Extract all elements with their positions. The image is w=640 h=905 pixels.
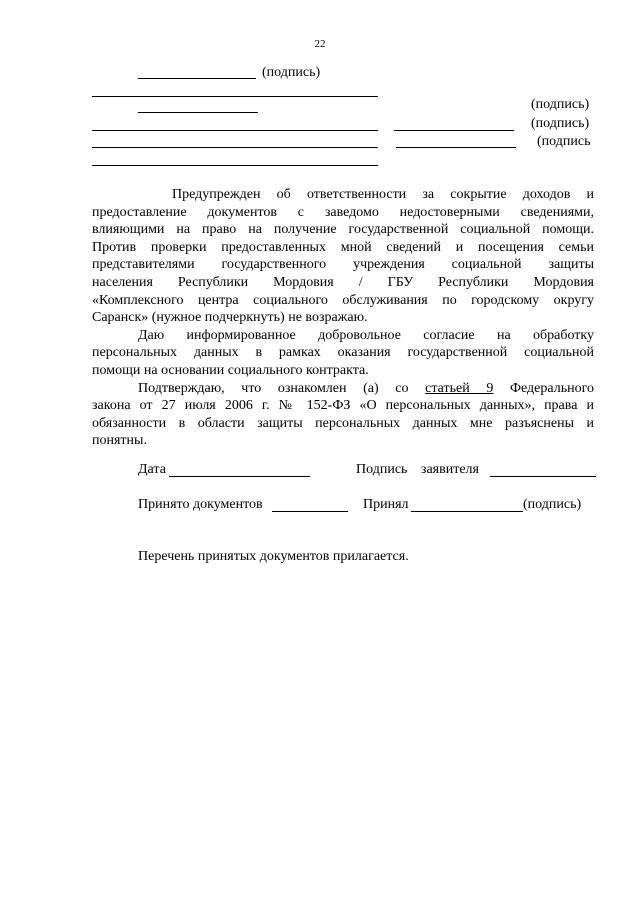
warning-paragraph-line: населения Республики Мордовия / ГБУ Республики Мордовия [92,274,594,290]
warning-paragraph-line: влияющими на право на получение государственной социальной помощи. [92,222,594,238]
signature-line-short [138,112,258,113]
confirmation-paragraph-line [92,380,594,398]
confirmation-text-a: Подтверждаю, что ознакомлен (а) со [138,380,426,396]
warning-paragraph-line: предоставление документов с заведомо недостоверными сведениями, [92,204,594,220]
accepted-by-line[interactable] [411,511,523,512]
consent-text [92,186,594,450]
applicant-signature-line[interactable] [490,476,596,477]
date-label: Дата [138,462,166,477]
consent-paragraph-line: персональных данных в рамках оказания государственной социальной [92,345,594,361]
article-9-link[interactable]: статьей 9 [425,380,494,396]
warning-paragraph-line: Предупрежден об ответственности за сокрытие доходов и [172,187,594,202]
full-width-line-3 [92,147,378,148]
applicant-signature-label: Подпись заявителя [356,462,479,477]
confirmation-paragraph-line: закона от 27 июля 2006 г. № 152-ФЗ «О персональных данных», права и [92,398,594,414]
signature-label-right-2: (подпись) [531,116,590,131]
confirmation-paragraph-line: понятны. [92,433,147,449]
full-width-line-1 [92,96,378,97]
accepted-by-label: Принял [363,497,409,512]
signature-label-top: (подпись) [262,65,321,80]
confirmation-paragraph-line: обязанности в области защиты персональных данных мне разъяснены и [92,415,594,431]
accepted-docs-label: Принято документов [138,497,263,512]
signature-label-right-1: (подпись) [531,97,590,112]
accepted-docs-line[interactable] [272,511,348,512]
full-width-line-2 [92,130,378,131]
confirmation-text-b: Федерального [493,380,594,396]
full-width-line-4 [92,165,378,166]
signature-line-right-3 [396,147,516,148]
page-number: 22 [314,38,326,50]
signature-line-right-2 [394,130,514,131]
warning-paragraph-line: Саранск» (нужное подчеркнуть) не возражаю. [92,310,368,326]
accepted-by-signature-suffix: (подпись) [523,497,582,512]
warning-paragraph-line: «Комплексного центра социального обслуживания по городскому округу [92,292,594,308]
signature-line-top [138,78,256,79]
warning-paragraph-line: представителями государственного учреждения социальной защиты [92,257,594,273]
consent-paragraph-line: Даю информированное добровольное согласие на обработку [138,327,594,343]
signature-label-right-3: (подпись [537,134,591,149]
consent-paragraph-line: помощи на основании социального контракта. [92,362,369,378]
date-field-line[interactable] [169,476,310,477]
attachment-note: Перечень принятых документов прилагается. [138,549,409,564]
warning-paragraph-line: Против проверки предоставленных мной сведений и посещения семьи [92,239,594,255]
